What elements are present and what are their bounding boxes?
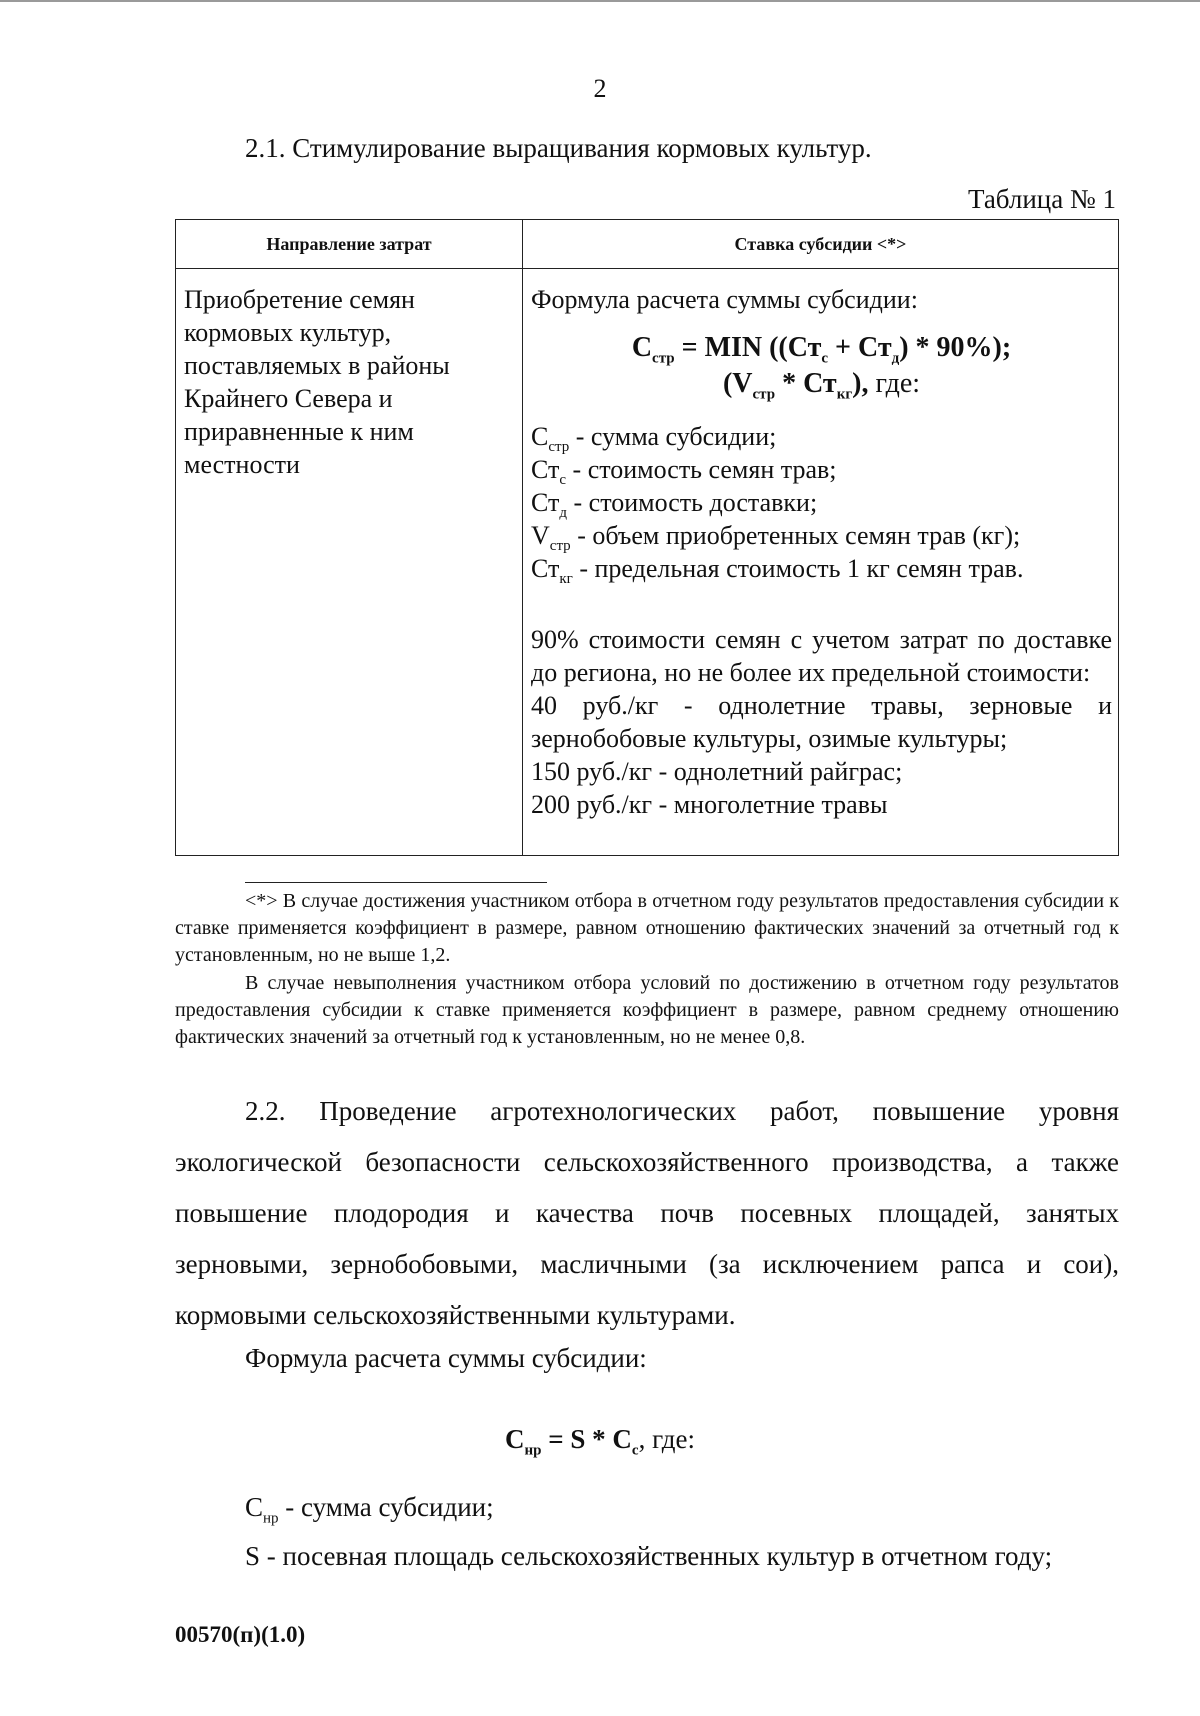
section-2-2-paragraph: 2.2. Проведение агротехнологических работ, повышение уровня экологической безопасности сельскохозяйственного производства, а также повышение плодородия и качества почв посевных площадей, занятых зерновыми, зернобобовыми, масличными (за исключением рапса и сои), кормовыми сельскохозяйственными культурами. bbox=[175, 1096, 1119, 1330]
rate-line: 200 руб./кг - многолетние травы bbox=[531, 790, 888, 819]
document-code: 00570(п)(1.0) bbox=[175, 1622, 306, 1647]
direction-line: поставляемых в районы bbox=[184, 351, 450, 380]
subsidy-formula: $С_{стр}$ = MIN $((Ст_с + Ст_д) * 90\%)$; $(V_{стр} * Ст_{кг})$, где: bbox=[631, 332, 1012, 403]
rate-note bbox=[531, 623, 1112, 821]
formula-variables bbox=[531, 420, 1112, 588]
scan-edge-line bbox=[0, 0, 1200, 2]
direction-line: Приобретение семян bbox=[184, 285, 415, 314]
definition-cnr: $С_{нр}$ - сумма субсидии; bbox=[245, 1492, 494, 1527]
variable-line: $С_{стр}$ - сумма субсидии; bbox=[531, 422, 777, 456]
table-header-row bbox=[176, 220, 1119, 269]
table-caption: Таблица № 1 bbox=[968, 184, 1116, 214]
formula-intro-2: Формула расчета суммы субсидии: bbox=[245, 1343, 647, 1373]
direction-line: местности bbox=[184, 450, 300, 479]
footnote-2: В случае невыполнения участником отбора условий по достижению в отчетном году результатов предоставления субсидии к ставке применяется коэффициент в размере, равном среднему отношению фактических значений за отчетный год к установленным, но не менее 0,8. bbox=[175, 972, 1119, 1048]
page-number: 2 bbox=[593, 74, 607, 103]
direction-line: кормовых культур, bbox=[184, 318, 392, 347]
formula-intro: Формула расчета суммы субсидии: bbox=[531, 285, 918, 314]
direction-line: приравненные к ним bbox=[184, 417, 414, 446]
subsidy-table bbox=[175, 219, 1119, 856]
variable-line: $Ст_{кг}$ - предельная стоимость 1 кг семян трав. bbox=[531, 554, 1024, 588]
note-text: 90% стоимости семян с учетом затрат по доставке до региона, но не более их предельной стоимости: bbox=[531, 625, 1112, 687]
variable-line: $Ст_с$ - стоимость семян трав; bbox=[531, 455, 837, 489]
variable-line: $V_{стр}$ - объем приобретенных семян трав (кг); bbox=[531, 521, 1021, 555]
header-direction: Направление затрат bbox=[176, 220, 523, 269]
section-heading: 2.1. Стимулирование выращивания кормовых культур. bbox=[245, 133, 872, 163]
direction-line: Крайнего Севера и bbox=[184, 384, 393, 413]
header-rate: Ставка субсидии <*> bbox=[523, 220, 1119, 269]
definition-s: S - посевная площадь сельскохозяйственных культур в отчетном году; bbox=[245, 1541, 1053, 1571]
variable-line: $Ст_д$ - стоимость доставки; bbox=[531, 488, 818, 522]
footnote-1: <*> В случае достижения участником отбора в отчетном году результатов предоставления субсидии к ставке применяется коэффициент в размере, равном отношению фактических значений за отчетный год к установленным, но не выше 1,2. bbox=[175, 890, 1119, 966]
rate-line: 150 руб./кг - однолетний райграс; bbox=[531, 757, 903, 786]
rate-cell bbox=[523, 269, 1119, 856]
subsidy-formula-2: $С_{нр} = S * С_с$, где: bbox=[504, 1424, 696, 1459]
footnote-divider bbox=[245, 882, 547, 883]
direction-cell bbox=[176, 269, 523, 856]
table-row bbox=[176, 269, 1119, 856]
rate-line: 40 руб./кг - однолетние травы, зерновые и зернобобовые культуры, озимые культуры; bbox=[531, 691, 1112, 753]
